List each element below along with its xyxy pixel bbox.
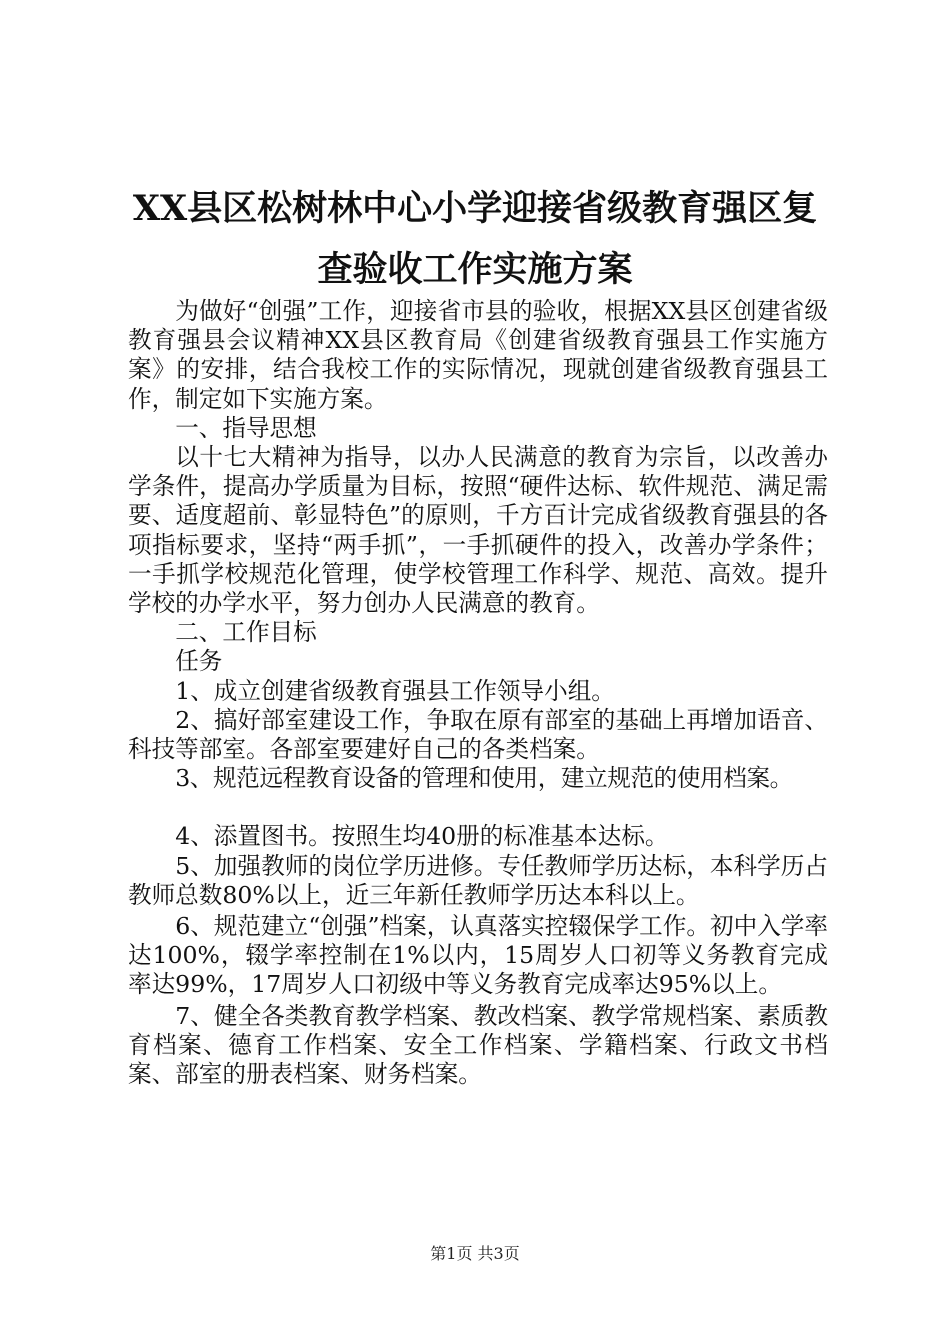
- task-item-1: 1、成立创建省级教育强县工作领导小组。: [175, 676, 615, 705]
- paragraph-intro: 为做好“创强”工作，迎接省市县的验收，根据XX县区创建省级教育强县会议精神XX县区教育局《创建省级教育强县工作实施方案》的安排，结合我校工作的实际情况，现就创建省级教育强县工作，制定如下实施方案。: [128, 297, 828, 413]
- task-item-7: 7、健全各类教育教学档案、教改档案、教学常规档案、素质教育档案、德育工作档案、安全工作档案、学籍档案、行政文书档案、部室的册表档案、财务档案。: [128, 1001, 828, 1089]
- section-heading-work-goals: 二、工作目标: [175, 618, 317, 647]
- paragraph-guiding-ideology: 以十七大精神为指导，以办人民满意的教育为宗旨，以改善办学条件，提高办学质量为目标，按照“硬件达标、软件规范、满足需要、适度超前、彰显特色”的原则，千方百计完成省级教育强县的各项指标要求，坚持“两手抓”，一手抓硬件的投入，改善办学条件；一手抓学校规范化管理，使学校管理工作科学、规范、高效。提升学校的办学水平，努力创办人民满意的教育。: [128, 443, 828, 618]
- task-item-5: 5、加强教师的岗位学历进修。专任教师学历达标，本科学历占教师总数80%以上，近三年新任教师学历达本科以上。: [128, 851, 828, 909]
- task-item-6: 6、规范建立“创强”档案，认真落实控辍保学工作。初中入学率达100%，辍学率控制在1%以内，15周岁人口初等义务教育完成率达99%，17周岁人口初级中等义务教育完成率达95%以上。: [128, 912, 828, 999]
- task-item-4: 4、添置图书。按照生均40册的标准基本达标。: [175, 822, 669, 851]
- page-number-footer: 第1页 共3页: [430, 1244, 520, 1263]
- task-item-3: 3、规范远程教育设备的管理和使用，建立规范的使用档案。: [175, 764, 793, 793]
- section-heading-guiding-ideology: 一、指导思想: [175, 413, 317, 442]
- document-title-line-1: XX县区松树林中心小学迎接省级教育强区复: [132, 188, 818, 229]
- subheading-tasks: 任务: [175, 647, 223, 676]
- document-body: [128, 297, 828, 1089]
- document-title-line-2: 查验收工作实施方案: [317, 249, 633, 290]
- task-item-2: 2、搞好部室建设工作，争取在原有部室的基础上再增加语音、科技等部室。各部室要建好自己的各类档案。: [128, 705, 828, 764]
